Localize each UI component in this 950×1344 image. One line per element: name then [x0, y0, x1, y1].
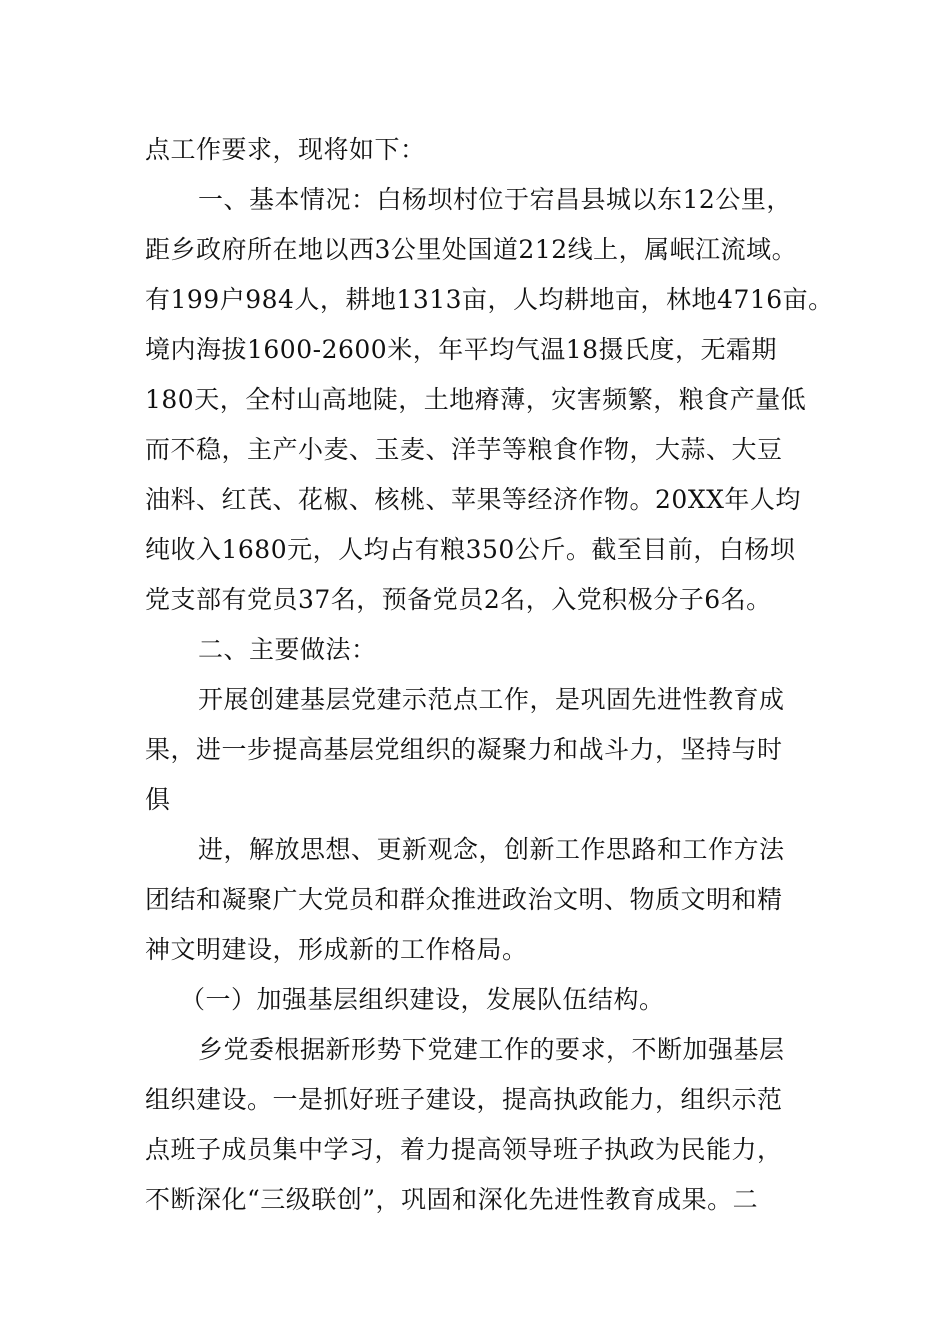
text-line: 纯收入1680元，人均占有粮350公斤。截至目前，白杨坝 [145, 535, 796, 564]
text-line: 组织建设。一是抓好班子建设，提高执政能力，组织示范 [145, 1085, 783, 1114]
subsection-heading: （一）加强基层组织建设，发展队伍结构。 [180, 985, 665, 1014]
text-line: 点工作要求，现将如下： [145, 135, 426, 164]
text-line: 而不稳，主产小麦、玉麦、洋芋等粮食作物，大蒜、大豆 [145, 435, 783, 464]
text-line: 有199户984人，耕地1313亩，人均耕地亩，林地4716亩。 [145, 285, 834, 314]
text-line: 境内海拔1600-2600米，年平均气温18摄氏度，无霜期 [145, 335, 778, 364]
text-line: 不断深化“三级联创”，巩固和深化先进性教育成果。二 [145, 1185, 759, 1214]
text-line: 进，解放思想、更新观念，创新工作思路和工作方法 [198, 835, 785, 864]
text-line: 一、基本情况：白杨坝村位于宕昌县城以东12公里， [198, 185, 792, 214]
text-line: 团结和凝聚广大党员和群众推进政治文明、物质文明和精 [145, 885, 783, 914]
section-heading: 二、主要做法： [198, 635, 377, 664]
text-line: 俱 [145, 785, 171, 814]
text-line: 果，进一步提高基层党组织的凝聚力和战斗力，坚持与时 [145, 735, 783, 764]
text-line: 点班子成员集中学习，着力提高领导班子执政为民能力， [145, 1135, 783, 1164]
text-line: 开展创建基层党建示范点工作，是巩固先进性教育成 [198, 685, 785, 714]
text-line: 神文明建设，形成新的工作格局。 [145, 935, 528, 964]
text-line: 180天，全村山高地陡，土地瘠薄，灾害频繁，粮食产量低 [145, 385, 807, 414]
text-line: 党支部有党员37名，预备党员2名，入党积极分子6名。 [145, 585, 772, 614]
text-line: 油料、红芪、花椒、核桃、苹果等经济作物。20XX年人均 [145, 485, 801, 514]
text-line: 乡党委根据新形势下党建工作的要求，不断加强基层 [198, 1035, 785, 1064]
text-line: 距乡政府所在地以西3公里处国道212线上，属岷江流域。 [145, 235, 798, 264]
